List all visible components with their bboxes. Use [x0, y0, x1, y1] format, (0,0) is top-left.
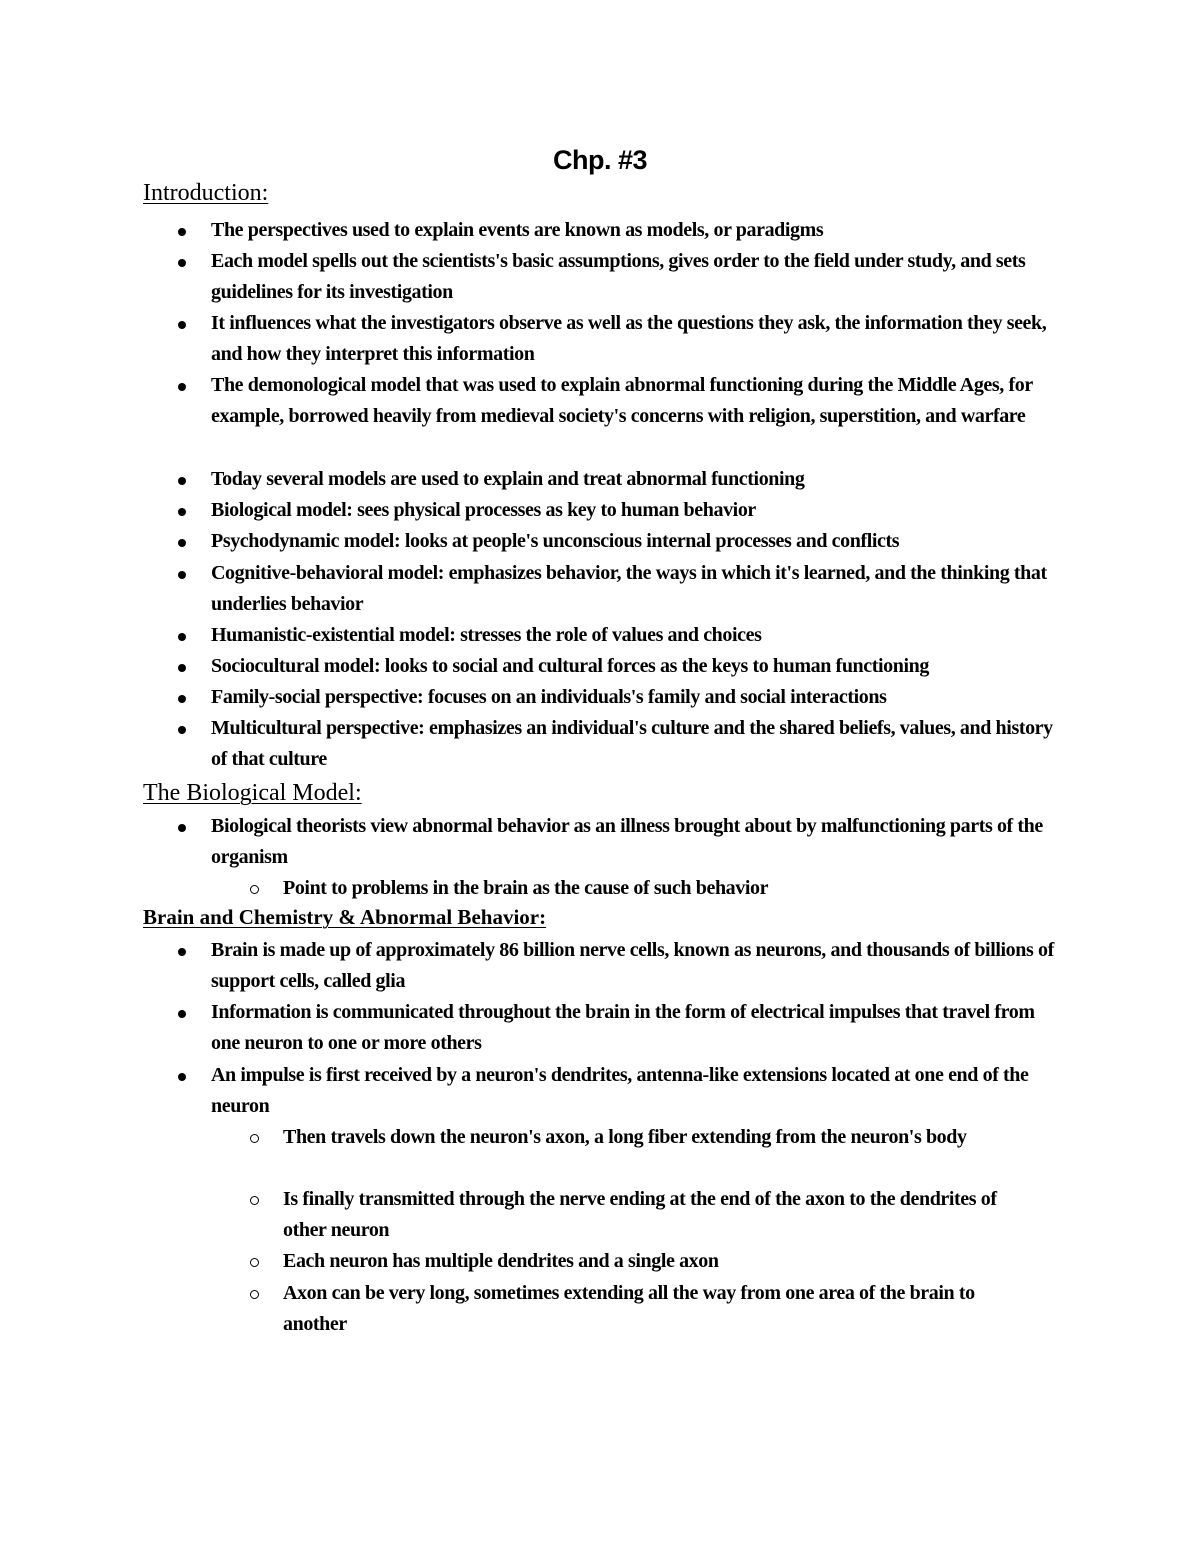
section-heading-introduction: Introduction: [143, 180, 269, 206]
list-item: Today several models are used to explain and treat abnormal functioning [211, 464, 1061, 495]
list-item: Cognitive-behavioral model: emphasizes behavior, the ways in which it's learned, and the thinking that underlies behavior [211, 558, 1061, 620]
list-item: Information is communicated throughout the brain in the form of electrical impulses that travel from one neuron to one or more others [211, 997, 1061, 1059]
hollow-bullet-icon [250, 1134, 259, 1143]
list-item: The demonological model that was used to explain abnormal functioning during the Middle Ages, for example, borrowed heavily from medieval society's concerns with religion, superstition, and warfare [211, 370, 1061, 432]
list-item: An impulse is first received by a neuron's dendrites, antenna-like extensions located at one end of the neuron [211, 1060, 1061, 1122]
sub-list-item: Then travels down the neuron's axon, a long fiber extending from the neuron's body [283, 1122, 1043, 1153]
bullet-icon [178, 259, 186, 267]
bullet-icon [178, 824, 186, 832]
list-item: It influences what the investigators observe as well as the questions they ask, the information they seek, and how they interpret this information [211, 308, 1061, 370]
hollow-bullet-icon [250, 1290, 259, 1299]
hollow-bullet-icon [250, 1196, 259, 1205]
list-item: Humanistic-existential model: stresses the role of values and choices [211, 620, 1061, 651]
sub-list-item: Each neuron has multiple dendrites and a single axon [283, 1246, 1043, 1277]
bullet-icon [178, 571, 186, 579]
bullet-icon [178, 228, 186, 236]
bullet-icon [178, 477, 186, 485]
sub-list-item: Axon can be very long, sometimes extending all the way from one area of the brain to another [283, 1278, 1043, 1340]
hollow-bullet-icon [250, 885, 259, 894]
section-heading-biological-model: The Biological Model: [143, 780, 362, 806]
sub-list-item: Is finally transmitted through the nerve ending at the end of the axon to the dendrites of other neuron [283, 1184, 1043, 1246]
bullet-icon [178, 695, 186, 703]
list-item: Psychodynamic model: looks at people's unconscious internal processes and conflicts [211, 526, 1061, 557]
bullet-icon [178, 1010, 186, 1018]
list-item: Biological model: sees physical processes as key to human behavior [211, 495, 1061, 526]
bullet-icon [178, 726, 186, 734]
bullet-icon [178, 633, 186, 641]
list-item: Sociocultural model: looks to social and cultural forces as the keys to human functioning [211, 651, 1061, 682]
bullet-icon [178, 1073, 186, 1081]
list-item: The perspectives used to explain events are known as models, or paradigms [211, 215, 1061, 246]
list-item: Family-social perspective: focuses on an individuals's family and social interactions [211, 682, 1061, 713]
bullet-icon [178, 948, 186, 956]
page-title: Chp. #3 [552, 145, 648, 175]
sub-list-item: Point to problems in the brain as the cause of such behavior [283, 873, 1043, 904]
hollow-bullet-icon [250, 1258, 259, 1267]
bullet-icon [178, 321, 186, 329]
list-item: Biological theorists view abnormal behavior as an illness brought about by malfunctioning parts of the organism [211, 811, 1061, 873]
list-item: Brain is made up of approximately 86 billion nerve cells, known as neurons, and thousands of billions of support cells, called glia [211, 935, 1061, 997]
list-item: Multicultural perspective: emphasizes an individual's culture and the shared beliefs, values, and history of that culture [211, 713, 1061, 775]
bullet-icon [178, 508, 186, 516]
bullet-icon [178, 383, 186, 391]
list-item: Each model spells out the scientists's basic assumptions, gives order to the field under study, and sets guidelines for its investigation [211, 246, 1061, 308]
section-heading-brain-chemistry: Brain and Chemistry & Abnormal Behavior: [143, 905, 547, 929]
bullet-icon [178, 539, 186, 547]
bullet-icon [178, 664, 186, 672]
